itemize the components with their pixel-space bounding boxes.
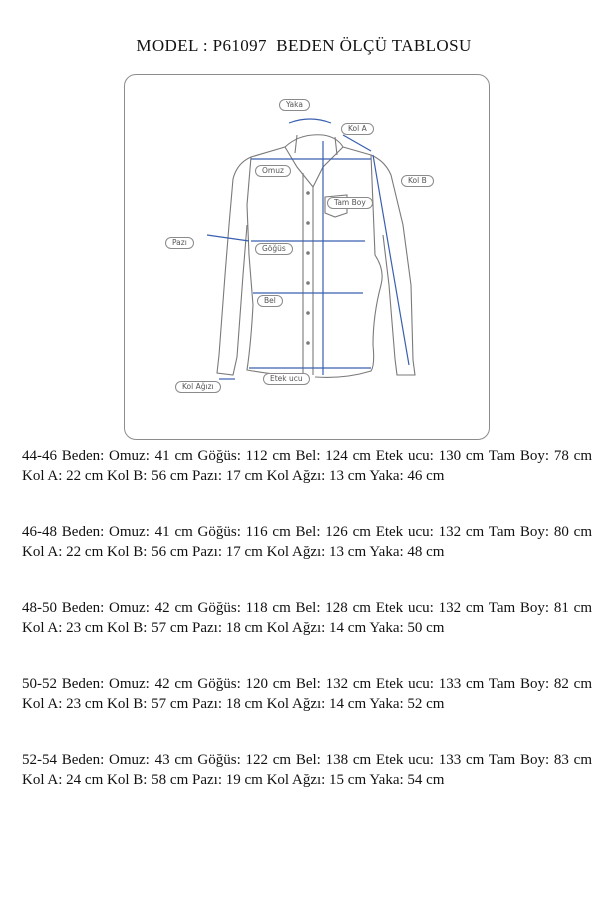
label-gogus: Göğüs [255,243,293,255]
body-left-side [247,157,305,377]
size-row-44-46: 44-46 Beden: Omuz: 41 cm Göğüs: 112 cm Bel: 124 cm Etek ucu: 130 cm Tam Boy: 78 cm Kol A: 22 cm Kol B: 56 cm Pazı: 17 cm Kol Ağzı: 13 cm Yaka: 46 cm [22,448,592,484]
left-sleeve-inner [237,225,247,357]
size-row-50-52: 50-52 Beden: Omuz: 42 cm Göğüs: 120 cm Bel: 132 cm Etek ucu: 133 cm Tam Boy: 82 cm Kol A: 23 cm Kol B: 57 cm Pazı: 18 cm Kol Ağzı: 14 cm Yaka: 52 cm [22,676,592,712]
size-row-52-54: 52-54 Beden: Omuz: 43 cm Göğüs: 122 cm Bel: 138 cm Etek ucu: 133 cm Tam Boy: 83 cm Kol A: 24 cm Kol B: 58 cm Pazı: 19 cm Kol Ağzı: 15 cm Yaka: 54 cm [22,752,592,788]
label-etek-ucu: Etek ucu [263,373,310,385]
button [306,221,310,225]
label-tam-boy: Tam Boy [327,197,373,209]
label-bel: Bel [257,295,283,307]
label-kol-agzi: Kol Ağızı [175,381,221,393]
size-table-title: BEDEN ÖLÇÜ TABLOSU [276,36,472,55]
collar-stand-left [295,135,297,153]
label-yaka: Yaka [279,99,310,111]
collar-points [285,147,343,187]
yaka-measure [289,119,331,123]
button [306,311,310,315]
buttons [306,191,310,345]
button [306,281,310,285]
shirt-outline [217,135,415,378]
right-sleeve-inner [383,235,395,359]
label-pazi: Pazı [165,237,194,249]
collar-outline [285,135,343,147]
button [306,191,310,195]
shirt-measurement-diagram [124,74,490,440]
label-omuz: Omuz [255,165,291,177]
size-row-48-50: 48-50 Beden: Omuz: 42 cm Göğüs: 118 cm Bel: 128 cm Etek ucu: 132 cm Tam Boy: 81 cm Kol A: 23 cm Kol B: 57 cm Pazı: 18 cm Kol Ağzı: 14 cm Yaka: 50 cm [22,600,592,636]
right-cuff [395,359,415,375]
label-kol-b: Kol B [401,175,434,187]
label-kol-a: Kol A [341,123,374,135]
measure-lines [207,119,409,379]
page-title [0,36,520,56]
left-cuff [217,355,237,375]
model-code: MODEL : P61097 [136,36,267,55]
button [306,251,310,255]
button [306,341,310,345]
size-chart [22,446,592,826]
size-row-46-48: 46-48 Beden: Omuz: 41 cm Göğüs: 116 cm Bel: 126 cm Etek ucu: 132 cm Tam Boy: 80 cm Kol A: 22 cm Kol B: 56 cm Pazı: 17 cm Kol Ağzı: 13 cm Yaka: 48 cm [22,524,592,560]
body-right-side [315,155,382,377]
